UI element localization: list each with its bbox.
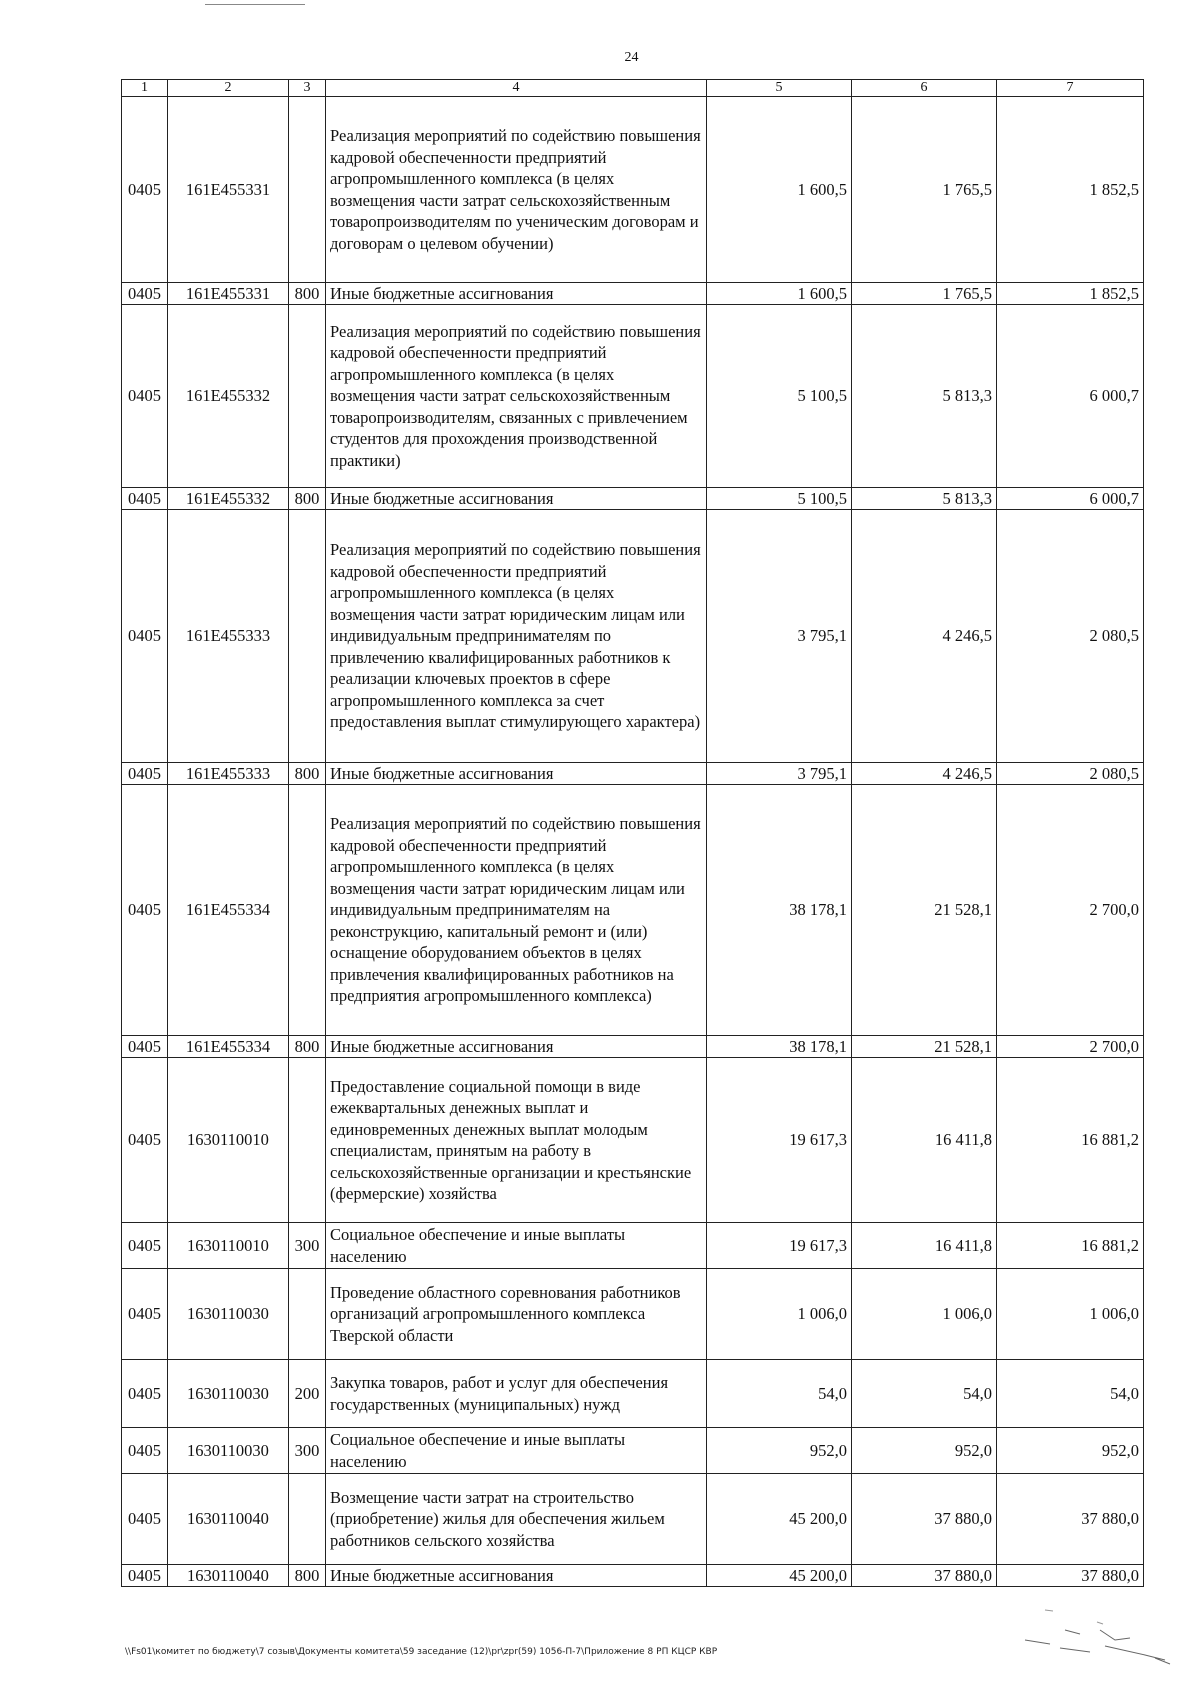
table-row bbox=[122, 510, 1144, 763]
cell-expense-type bbox=[289, 1269, 326, 1360]
cell-amount-col5: 19 617,3 bbox=[707, 1223, 852, 1269]
table-row bbox=[122, 283, 1144, 305]
table-row bbox=[122, 1269, 1144, 1360]
cell-amount-col7: 1 006,0 bbox=[997, 1269, 1144, 1360]
cell-section-code: 0405 bbox=[122, 763, 168, 785]
header-row bbox=[122, 80, 1144, 97]
cell-amount-col5: 3 795,1 bbox=[707, 763, 852, 785]
cell-amount-col7: 37 880,0 bbox=[997, 1474, 1144, 1565]
cell-description: Проведение областного соревнования работников организаций агропромышленного комплекса Тверской области bbox=[326, 1269, 707, 1360]
cell-target-article: 1630110030 bbox=[168, 1428, 289, 1474]
col-header: 1 bbox=[122, 80, 168, 97]
cell-section-code: 0405 bbox=[122, 305, 168, 488]
page-number: 24 bbox=[624, 50, 639, 65]
cell-amount-col5: 19 617,3 bbox=[707, 1058, 852, 1223]
cell-target-article: 1630110030 bbox=[168, 1360, 289, 1428]
table-row bbox=[122, 97, 1144, 283]
cell-expense-type bbox=[289, 785, 326, 1036]
cell-target-article: 161E455332 bbox=[168, 305, 289, 488]
cell-amount-col5: 952,0 bbox=[707, 1428, 852, 1474]
budget-table bbox=[121, 79, 1144, 1587]
cell-expense-type: 800 bbox=[289, 488, 326, 510]
cell-section-code: 0405 bbox=[122, 1036, 168, 1058]
cell-description: Предоставление социальной помощи в виде ежеквартальных денежных выплат и единовременных денежных выплат молодым специалистам, принятым на работу в сельскохозяйственные организации и крестьянские (фермерские) хозяйства bbox=[326, 1058, 707, 1223]
cell-amount-col7: 16 881,2 bbox=[997, 1223, 1144, 1269]
table-row bbox=[122, 1058, 1144, 1223]
cell-amount-col7: 2 700,0 bbox=[997, 1036, 1144, 1058]
top-rule bbox=[205, 4, 305, 5]
cell-expense-type bbox=[289, 1058, 326, 1223]
cell-amount-col7: 2 700,0 bbox=[997, 785, 1144, 1036]
col-header: 3 bbox=[289, 80, 326, 97]
cell-target-article: 161E455331 bbox=[168, 283, 289, 305]
cell-section-code: 0405 bbox=[122, 1360, 168, 1428]
cell-expense-type: 800 bbox=[289, 763, 326, 785]
table-row bbox=[122, 763, 1144, 785]
cell-section-code: 0405 bbox=[122, 1565, 168, 1587]
table-row bbox=[122, 1565, 1144, 1587]
cell-expense-type bbox=[289, 305, 326, 488]
cell-amount-col6: 1 006,0 bbox=[852, 1269, 997, 1360]
cell-amount-col6: 37 880,0 bbox=[852, 1565, 997, 1587]
table-row bbox=[122, 1428, 1144, 1474]
cell-description: Реализация мероприятий по содействию повышения кадровой обеспеченности предприятий агропромышленного комплекса (в целях возмещения части затрат юридическим лицам или индивидуальным предпринимателям на реконструкцию, капитальный ремонт и (или) оснащение оборудованием объектов в целях привлечения квалифицированных работников на предприятия агропромышленного комплекса) bbox=[326, 785, 707, 1036]
cell-amount-col5: 3 795,1 bbox=[707, 510, 852, 763]
cell-description: Иные бюджетные ассигнования bbox=[326, 488, 707, 510]
cell-amount-col5: 54,0 bbox=[707, 1360, 852, 1428]
cell-amount-col6: 5 813,3 bbox=[852, 305, 997, 488]
pen-marks bbox=[1005, 1600, 1185, 1670]
cell-amount-col6: 16 411,8 bbox=[852, 1223, 997, 1269]
cell-section-code: 0405 bbox=[122, 283, 168, 305]
cell-section-code: 0405 bbox=[122, 488, 168, 510]
cell-amount-col5: 1 006,0 bbox=[707, 1269, 852, 1360]
cell-description: Возмещение части затрат на строительство (приобретение) жилья для обеспечения жильем работников сельского хозяйства bbox=[326, 1474, 707, 1565]
cell-amount-col5: 38 178,1 bbox=[707, 785, 852, 1036]
cell-target-article: 1630110040 bbox=[168, 1565, 289, 1587]
cell-amount-col7: 2 080,5 bbox=[997, 510, 1144, 763]
cell-amount-col5: 45 200,0 bbox=[707, 1565, 852, 1587]
cell-description: Иные бюджетные ассигнования bbox=[326, 1036, 707, 1058]
cell-expense-type bbox=[289, 1474, 326, 1565]
col-header: 4 bbox=[326, 80, 707, 97]
cell-description: Реализация мероприятий по содействию повышения кадровой обеспеченности предприятий агропромышленного комплекса (в целях возмещения части затрат сельскохозяйственным товаропроизводителям, связанных с привлечением студентов для прохождения производственной практики) bbox=[326, 305, 707, 488]
table-row bbox=[122, 1223, 1144, 1269]
cell-amount-col6: 21 528,1 bbox=[852, 1036, 997, 1058]
cell-amount-col6: 16 411,8 bbox=[852, 1058, 997, 1223]
cell-section-code: 0405 bbox=[122, 1223, 168, 1269]
cell-description: Иные бюджетные ассигнования bbox=[326, 763, 707, 785]
cell-amount-col5: 38 178,1 bbox=[707, 1036, 852, 1058]
cell-target-article: 1630110010 bbox=[168, 1223, 289, 1269]
cell-expense-type: 800 bbox=[289, 283, 326, 305]
cell-amount-col6: 952,0 bbox=[852, 1428, 997, 1474]
table-row bbox=[122, 785, 1144, 1036]
cell-amount-col7: 6 000,7 bbox=[997, 305, 1144, 488]
cell-amount-col7: 16 881,2 bbox=[997, 1058, 1144, 1223]
cell-amount-col6: 4 246,5 bbox=[852, 510, 997, 763]
cell-section-code: 0405 bbox=[122, 785, 168, 1036]
cell-section-code: 0405 bbox=[122, 1269, 168, 1360]
cell-section-code: 0405 bbox=[122, 1474, 168, 1565]
cell-target-article: 161E455333 bbox=[168, 763, 289, 785]
cell-expense-type bbox=[289, 97, 326, 283]
cell-description: Реализация мероприятий по содействию повышения кадровой обеспеченности предприятий агропромышленного комплекса (в целях возмещения части затрат юридическим лицам или индивидуальным предпринимателям по привлечению квалифицированных работников к реализации ключевых проектов в сфере агропромышленного комплекса за счет предоставления выплат стимулирующего характера) bbox=[326, 510, 707, 763]
cell-expense-type: 800 bbox=[289, 1036, 326, 1058]
cell-target-article: 1630110010 bbox=[168, 1058, 289, 1223]
table-row bbox=[122, 1474, 1144, 1565]
cell-amount-col6: 21 528,1 bbox=[852, 785, 997, 1036]
cell-amount-col7: 1 852,5 bbox=[997, 283, 1144, 305]
cell-description: Закупка товаров, работ и услуг для обеспечения государственных (муниципальных) нужд bbox=[326, 1360, 707, 1428]
cell-expense-type: 800 bbox=[289, 1565, 326, 1587]
cell-expense-type: 300 bbox=[289, 1428, 326, 1474]
cell-description: Реализация мероприятий по содействию повышения кадровой обеспеченности предприятий агропромышленного комплекса (в целях возмещения части затрат сельскохозяйственным товаропроизводителям по ученическим договорам и договорам о целевом обучении) bbox=[326, 97, 707, 283]
cell-description: Иные бюджетные ассигнования bbox=[326, 283, 707, 305]
cell-section-code: 0405 bbox=[122, 1428, 168, 1474]
cell-amount-col6: 1 765,5 bbox=[852, 283, 997, 305]
table-row bbox=[122, 305, 1144, 488]
cell-amount-col6: 54,0 bbox=[852, 1360, 997, 1428]
table-body bbox=[122, 97, 1144, 1587]
cell-target-article: 1630110030 bbox=[168, 1269, 289, 1360]
cell-amount-col6: 5 813,3 bbox=[852, 488, 997, 510]
cell-description: Социальное обеспечение и иные выплаты населению bbox=[326, 1428, 707, 1474]
cell-target-article: 161E455334 bbox=[168, 785, 289, 1036]
cell-amount-col6: 4 246,5 bbox=[852, 763, 997, 785]
cell-description: Социальное обеспечение и иные выплаты населению bbox=[326, 1223, 707, 1269]
cell-section-code: 0405 bbox=[122, 510, 168, 763]
col-header: 5 bbox=[707, 80, 852, 97]
cell-expense-type bbox=[289, 510, 326, 763]
cell-amount-col5: 1 600,5 bbox=[707, 97, 852, 283]
cell-amount-col7: 37 880,0 bbox=[997, 1565, 1144, 1587]
cell-amount-col7: 2 080,5 bbox=[997, 763, 1144, 785]
col-header: 6 bbox=[852, 80, 997, 97]
cell-target-article: 161E455334 bbox=[168, 1036, 289, 1058]
cell-target-article: 161E455332 bbox=[168, 488, 289, 510]
cell-target-article: 161E455333 bbox=[168, 510, 289, 763]
table-row bbox=[122, 1036, 1144, 1058]
cell-expense-type: 300 bbox=[289, 1223, 326, 1269]
cell-amount-col5: 45 200,0 bbox=[707, 1474, 852, 1565]
cell-section-code: 0405 bbox=[122, 1058, 168, 1223]
file-path-footer: \\Fs01\комитет по бюджету\7 созыв\Документы комитета\59 заседание (12)\pr\zpr(59) 1056-П-7\Приложение 8 РП КЦСР КВР bbox=[125, 1647, 718, 1657]
cell-amount-col7: 6 000,7 bbox=[997, 488, 1144, 510]
cell-amount-col6: 37 880,0 bbox=[852, 1474, 997, 1565]
cell-amount-col7: 54,0 bbox=[997, 1360, 1144, 1428]
cell-target-article: 161E455331 bbox=[168, 97, 289, 283]
cell-expense-type: 200 bbox=[289, 1360, 326, 1428]
col-header: 7 bbox=[997, 80, 1144, 97]
cell-amount-col6: 1 765,5 bbox=[852, 97, 997, 283]
cell-description: Иные бюджетные ассигнования bbox=[326, 1565, 707, 1587]
cell-section-code: 0405 bbox=[122, 97, 168, 283]
table-row bbox=[122, 488, 1144, 510]
cell-amount-col5: 5 100,5 bbox=[707, 305, 852, 488]
cell-target-article: 1630110040 bbox=[168, 1474, 289, 1565]
cell-amount-col7: 952,0 bbox=[997, 1428, 1144, 1474]
cell-amount-col7: 1 852,5 bbox=[997, 97, 1144, 283]
col-header: 2 bbox=[168, 80, 289, 97]
table-row bbox=[122, 1360, 1144, 1428]
cell-amount-col5: 1 600,5 bbox=[707, 283, 852, 305]
cell-amount-col5: 5 100,5 bbox=[707, 488, 852, 510]
